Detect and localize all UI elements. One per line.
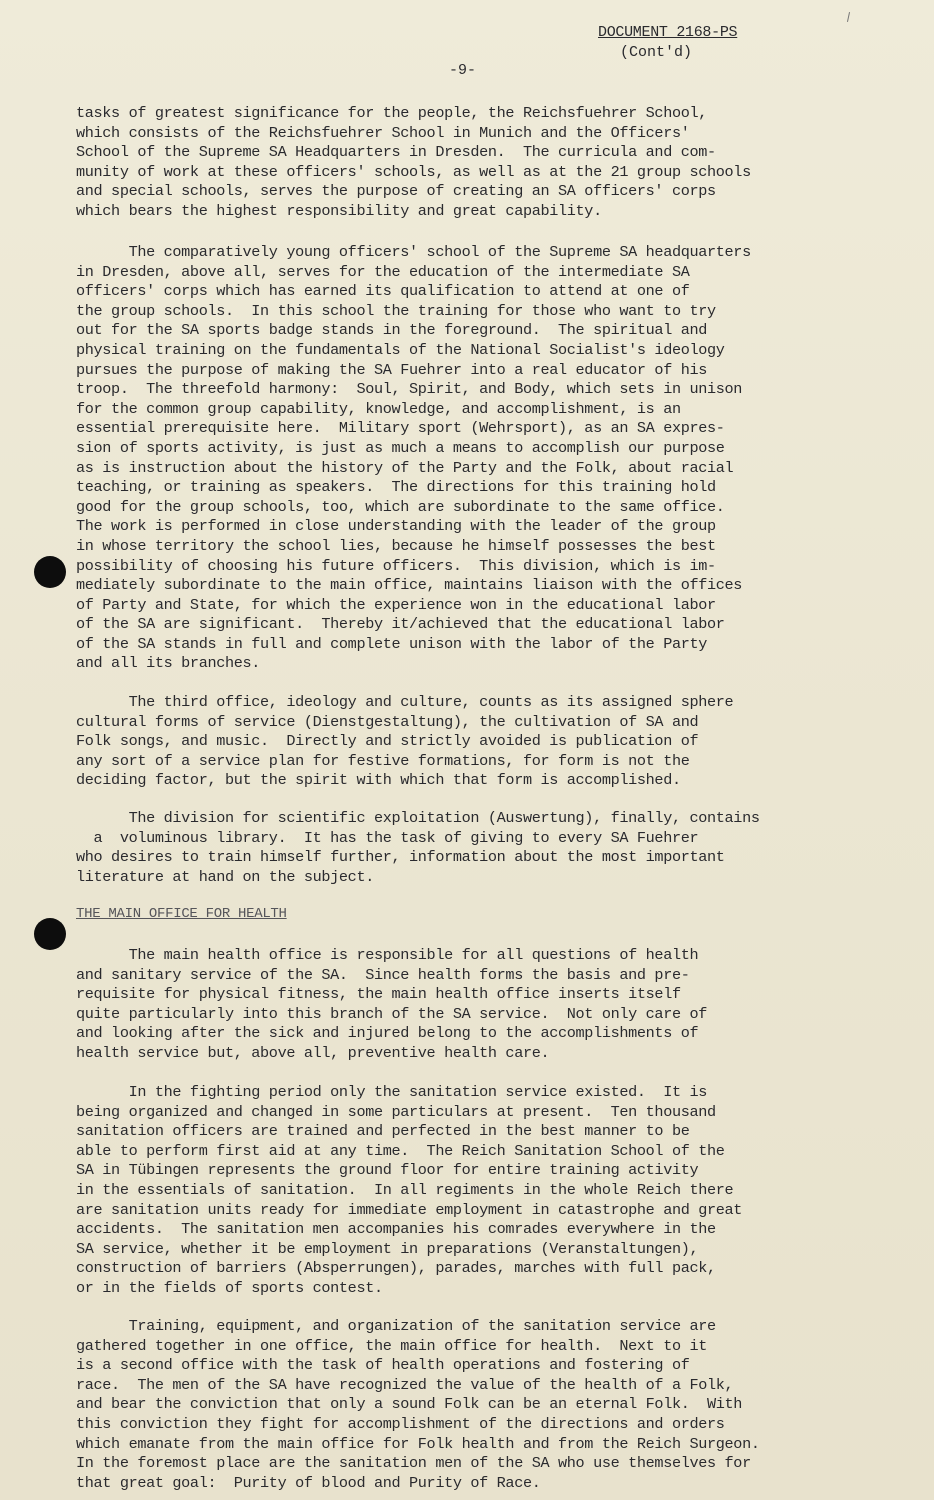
paragraph-health-operations: Training, equipment, and organization of the sanitation service are gathered together in one office, the main office for health. Next to it is a second office with the task of health operations and fostering of race. The men of the SA have recognized the value of the health of a Folk, and bear the conviction that only a sound Folk can be an eternal Folk. With this conviction they fight for accomplishment of the directions and orders which emanate from the main office for Folk health and from the Reich Surgeon. In the foremost place are the sanitation men of the SA who use themselves for that great goal: Purity of blood and Purity of Race. bbox=[76, 1317, 760, 1492]
paragraph-scientific-division: The division for scientific exploitation (Auswertung), finally, contains a voluminous library. It has the task of giving to every SA Fuehrer who desires to train himself further, information about the most important literature at hand on the subject. bbox=[76, 809, 760, 886]
punch-hole-lower bbox=[34, 918, 66, 950]
document-id: DOCUMENT 2168-PS bbox=[598, 24, 738, 41]
punch-hole-upper bbox=[34, 556, 66, 588]
section-heading-health: THE MAIN OFFICE FOR HEALTH bbox=[76, 906, 287, 922]
continued-label: (Cont'd) bbox=[620, 44, 693, 61]
page-number: -9- bbox=[449, 62, 477, 79]
margin-mark bbox=[847, 12, 850, 22]
paragraph-dresden-school: The comparatively young officers' school of the Supreme SA headquarters in Dresden, above all, serves for the education of the intermediate SA officers' corps which has earned its qualification to attend at one of the group schools. In this school the training for those who want to try out for the SA sports badge stands in the foreground. The spiritual and physical training on the fundamentals of the National Socialist's ideology pursues the purpose of making the SA Fuehrer into a real educator of his troop. The threefold harmony: Soul, Spirit, and Body, which sets in unison for the common group capability, knowledge, and accomplishment, is an essential prerequisite here. Military sport (Wehrsport), as an SA expres- sion of sports activity, is just as much a means to accomplish our purpose as is instruction about the history of the Party and the Folk, about racial teaching, or training as speakers. The directions for this training hold good for the group schools, too, which are subordinate to the same office. The work is performed in close understanding with the leader of the group in whose territory the school lies, because he himself possesses the best possibility of choosing his future officers. This division, which is im- mediately subordinate to the main office, maintains liaison with the offices of Party and State, for which the experience won in the educational labor of the SA are significant. Thereby it/achieved that the educational labor of the SA stands in full and complete unison with the labor of the Party and all its branches. bbox=[76, 243, 751, 673]
paragraph-health-office: The main health office is responsible for all questions of health and sanitary service of the SA. Since health forms the basis and pre- requisite for physical fitness, the main health office inserts itself quite particularly into this branch of the SA service. Not only care of and looking after the sick and injured belong to the accomplishments of health service but, above all, preventive health care. bbox=[76, 946, 708, 1062]
paragraph-ideology-culture: The third office, ideology and culture, counts as its assigned sphere cultural forms of service (Dienstgestaltung), the cultivation of SA and Folk songs, and music. Directly and strictly avoided is publication of any sort of a service plan for festive formations, for form is not the deciding factor, but the spirit with which that form is accomplished. bbox=[76, 693, 734, 790]
paragraph-sanitation-service: In the fighting period only the sanitation service existed. It is being organized and changed in some particulars at present. Ten thousand sanitation officers are trained and perfected in the best manner to be able to perform first aid at any time. The Reich Sanitation School of the SA in Tübingen represents the ground floor for entire training activity in the essentials of sanitation. In all regiments in the whole Reich there are sanitation units ready for immediate employment in catastrophe and great accidents. The sanitation men accompanies his comrades everywhere in the SA service, whether it be employment in preparations (Veranstaltungen), construction of barriers (Absperrungen), parades, marches with full pack, or in the fields of sports contest. bbox=[76, 1083, 743, 1297]
paragraph-school-intro: tasks of greatest significance for the people, the Reichsfuehrer School, which consists of the Reichsfuehrer School in Munich and the Officers' School of the Supreme SA Headquarters in Dresden. The curricula and com- munity of work at these officers' schools, as well as at the 21 group schools and special schools, serves the purpose of creating an SA officers' corps which bears the highest responsibility and great capability. bbox=[76, 104, 751, 220]
